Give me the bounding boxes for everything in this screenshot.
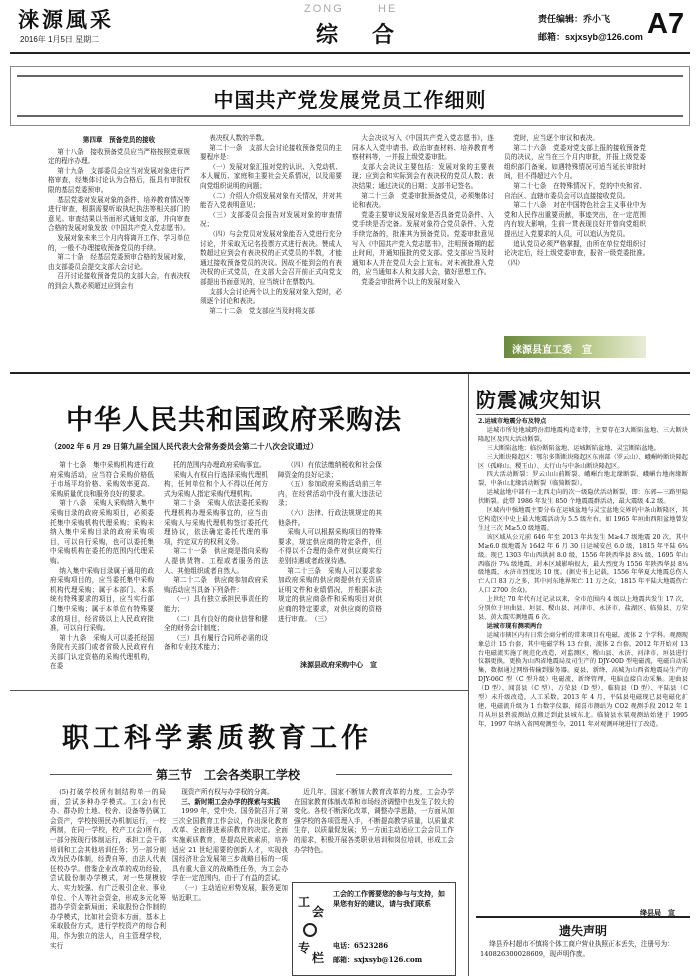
paragraph: 近几年，国家不断加大教育改革的力度，工会办学在国家教育体制改革和市场经济调整中也发生了较大的变化。各校不断深化改革，调整办学思路，一方面从加强学校的各项管理入手，不断提高教学质量，以质量求生存，以质量促发展；另一方面主动适应工会会员工作的需求，积极开展各类职业培训和岗位培训，形成工会办学特色。 xyxy=(294,788,454,854)
article1-column-2 xyxy=(200,134,342,366)
lost-notice-text: 绛县乔村超市不慎将个体工商户营业执照正本丢失，注册号为：140826300028609，现声明作废。 xyxy=(480,940,674,958)
section-divider xyxy=(10,372,690,374)
paragraph: 党时，应当逐个审议和表决。 xyxy=(513,134,599,142)
editor-email: 邮箱：sxjxsyb@126.com xyxy=(538,32,643,42)
paragraph: （一）主动适应形势发展，服务更加贴近职工。 xyxy=(172,883,288,902)
paragraph: 第二十二条 党支部应当及时将支部 xyxy=(209,306,315,315)
page-number: A7 xyxy=(647,8,685,40)
paragraph: 第二十三条 采购人可以要求参加政府采购的供应商提供有关资质证明文件和业绩情况，并根据本法规定的供应商条件和采购项目对供应商的特定要求，对供应商的资格进行审查。 （三） xyxy=(278,566,382,623)
article1-column-3 xyxy=(352,134,494,366)
paragraph: （四）与会党员对发展对象能否入党进行充分讨论，并采取无记名投票方式进行表决。赞成人数超过应到会有表决权的正式党员的半数，才能通过接收预备党员的决议。因故不能到会的有表决权的正式党员，在支部大会召开前正式向党支部提出书面意见的，应当统计在票数内。 xyxy=(200,229,342,286)
subheading: 三、新时期工会办学的探索与实践 xyxy=(181,797,281,806)
paragraph: 支部大会决议主要包括：发展对象的主要表现；应到会和实际到会有表决权的党员人数；表决结果；通过决议的日期；支部书记签名。 xyxy=(352,162,494,190)
article3-source-tag: 绛县局 宣 xyxy=(640,908,675,917)
chapter-heading: 第四章 预备党员的接收 xyxy=(82,136,156,144)
article4-column-2 xyxy=(172,788,288,976)
article1-title-box xyxy=(10,66,690,126)
paragraph: 1999 年，党中央、国务院召开了第三次全国教育工作会议，作出深化教育改革、全面推进素质教育的决定。全面实施素质教育，是提高民族素质，培养适应 21 世纪需要的创新人才，实现我国经济社会发展第三步战略目标的一项具有重大意义的战略性任务，为工会办学在一定范围内，由于了有益的尝试。 xyxy=(172,807,288,883)
paragraph: 现资产所有权与办学权的分离。 xyxy=(181,788,274,796)
lost-notice-title: 遗失声明 xyxy=(558,924,607,938)
paragraph: （一）发展对象汇报对党的认识、入党动机、本人履历、家庭和主要社会关系情况，以及需要向党组织说明的问题； xyxy=(200,162,342,190)
article4-rule-left xyxy=(50,774,152,775)
column-divider xyxy=(468,374,469,976)
paragraph: 第二十三条 党委审批预备党员，必须集体讨论和表决。 xyxy=(352,191,494,210)
article3-title-rule xyxy=(476,414,690,415)
article2-source-tag: 涞源县政府采购中心 宣 xyxy=(300,660,377,669)
section-pinyin-left: ZONG xyxy=(304,3,344,15)
paragraph: 第二十一条 供应商是指向采购人提供货物、工程或者服务的法人、其他组织或者自然人。 xyxy=(164,547,268,575)
paragraph: 第十八条 接收预备党员应当严格按照党章规定的程序办理。 xyxy=(48,147,190,166)
paragraph: 追认党员必须严格掌握，由所在单位党组织讨论决定后，经上级党委审查，报省一级党委批准。 （四） xyxy=(504,239,660,267)
article1-title: 中国共产党发展党员工作细则 xyxy=(213,88,487,112)
date-line: 2016年 1月5日 星期二 xyxy=(20,35,100,44)
paragraph: 运城市所处地域跨汾渭地震构造亚带，主要存在3大断陷盆地、三大断块隆起区及四大活动断裂。 xyxy=(478,426,688,443)
article2-title: 中华人民共和国政府采购法 xyxy=(66,405,402,436)
subheading: 2.运城市地震分布及特点 xyxy=(478,418,547,425)
paragraph: 采购人可以根据采购项目的特殊要求，规定供应商的特定条件，但不得以不合理的条件对供应商实行差别待遇或者歧视待遇。 xyxy=(278,528,382,565)
union-column-box xyxy=(292,882,456,976)
paragraph: 第十九条 支部委员会应当对发展对象进行严格审查，经集体讨论认为合格后，报具有审批权限的基层党委预审。 xyxy=(48,166,190,194)
union-column-email: 邮箱：sxjxsyb@126.com xyxy=(333,955,423,964)
article1-column-1 xyxy=(48,134,190,366)
paragraph: 运城市辖区内有日常会商分析的常来项目有电磁、流体 2 个学科。观测现象总计 15 台套，其中电磁学科 13 台套，流体 2 台套。2012 年开始对 13 台电磁流实施了规范化改造，对监测区，稷山县、永济、河津市、垣县进行仪器更换，更换为山西省地震局及司生产的 DJY-00D 型电磁流，电磁自动采集，数据通过网络传输到服务器。夏县、新绛、高城为山西省地震局生产的 DJY-06C 型（C 型升级）电磁流，新绛管理，电脑直接自动采集。迎曲县（D 型）、闻喜县（C 型）、万荣县（D 型）、临猗县（D 型）、平陆县（C 型）未升级改造，人工采数。2013 年 4 月，平陆县电磁现已县电磁化扩建，电磁流升级为 1 台数字仪器，闻喜市测站为 CO2 观测手段 2012 年 1 月从垣县碧波测站点搬迁到此县城东北。临猗县水氡观测站始建于 1995 年，1997 年纳入省网观测至今，2011 年对观测环境进行了改造。 xyxy=(478,631,688,728)
article2-column-3 xyxy=(278,461,382,655)
paragraph: 第二十二条 供应商参加政府采购活动应当具备下列条件： xyxy=(164,576,268,594)
paragraph: 托的范围内办理政府采购事宜。 xyxy=(173,461,266,469)
paragraph: (5)打破学校所有制结构单一的局面，尝试多种办学模式。工(会)有民办、群办的土地、校舍、设备等仍属工会资产，学校按照民办机制运行，一校两制，在同一学校，校产工(会)所有，一部分按现行体制运行，承担工会干部培训和工会其他培训任务；另一部分则改为民办体制，经费自筹，由法人代表任校办学。借鉴企业改革的成功经验，尝试股份制办学模式，对一些规模较大、实力较强、有广泛吸引企业、事业单位、个人等社会资金，形成多元化筹措办学资金新局面；采取股份合作制的办学模式，比如社会资本方面，基本上采取股份方式，进行学校资产的综合利用，作为独立的法人，自主管理学校，实行 xyxy=(50,788,166,950)
subheading: 运城市现有测项两台 xyxy=(486,622,543,630)
paragraph: （三）具有履行合同所必需的设备和专业技术能力； xyxy=(164,633,268,652)
paragraph: （六）法律、行政法规规定的其他条件。 xyxy=(278,508,382,527)
union-column-title xyxy=(297,893,327,969)
title-char: 栏 xyxy=(312,951,325,965)
paragraph: （一）具有独立承担民事责任的能力； xyxy=(164,595,268,613)
section-pinyin-right: HE xyxy=(378,3,398,15)
paragraph: （二）介绍人介绍发展对象有关情况，并对其能否入党表明意见； xyxy=(200,191,342,210)
paragraph: 第二十一条 支部大会讨论接收预备党员的主要程序是： xyxy=(200,143,342,162)
paragraph: 三大断陷盆地：临汾断陷盆地、运城断陷盆地、灵宝断陷盆地。 xyxy=(486,444,660,452)
union-logo-icon xyxy=(303,923,317,937)
editor: 责任编辑：乔小飞 xyxy=(538,14,611,24)
paragraph: 纳入集中采购目录属于通用的政府采购项目的，应当委托集中采购机构代理采购；属于本部门、本系统有特殊要求的项目，应当实行部门集中采购；属于本单位有特殊要求的项目，经省级以上人民政府批准，可以自行采购。 xyxy=(50,566,154,633)
article4-column-1 xyxy=(50,788,166,976)
section-title-left: 综 xyxy=(316,22,339,48)
paragraph: 支部大会讨论两个以上的发展对象入党时，必须逐个讨论和表决。 xyxy=(200,287,342,306)
paper-name: 涞源風采 xyxy=(18,7,114,32)
paragraph: 第二十七条 在特殊情况下，党的中央和省、自治区、直辖市委员会可以直接接收党员。 xyxy=(504,181,646,200)
lost-notice-box xyxy=(476,916,690,978)
paragraph: （四）有依法缴纳税收和社会保障资金的良好记录； xyxy=(278,461,382,479)
paragraph: 大会决议写入《中国共产党入党志愿书》，连同本人入党申请书、政治审查材料、培养教育考察材料等，一并报上级党委审批。 xyxy=(352,134,494,162)
paragraph: 三大断块隆起区：鄂尔多斯断块隆起区东南部（罗云山）、峨嵋岭断块隆起区（孤峰山、稷王山）、太行山与中条山断块隆起区。 xyxy=(478,453,688,470)
source-tag-text: 涞源县直工委 宣 xyxy=(512,345,592,356)
paragraph: 表决权人数的半数。 xyxy=(209,134,269,142)
paragraph: 采购人有权自行选择采购代理机构，任何单位和个人不得以任何方式为采购人指定采购代理机构。 xyxy=(164,470,268,498)
paragraph: 第二十条 经基层党委预审合格的发展对象，由支部委员会提交支部大会讨论。 xyxy=(48,253,190,271)
title-char: 工 xyxy=(298,895,311,909)
paragraph: 第十七条 集中采购机构进行政府采购活动，应当符合采购价格低于市场平均价格、采购效率更高、采购质量优良和服务良好的要求。 xyxy=(50,461,154,498)
article4-title: 职工科学素质教育工作 xyxy=(62,723,372,754)
paragraph: 上世纪 70 年代有过记录以来，全市范围内 4 级以上地震共发生 17 次，分别位于垣曲县、垣县、稷山县、河津市、永济市、盐湖区、临猗县、万荣县、黄大震实测地震 6 次。 xyxy=(478,596,688,621)
paragraph: 召开讨论接收预备党员的支部大会，有表决权的到会人数必须超过应到会有 xyxy=(48,272,190,290)
article2-subtitle: （2002 年 6 月 29 日第九届全国人民代表大会常务委员会第二十八次会议通过） xyxy=(50,442,318,451)
paragraph: 运城盆地中部有一北西走向的次一级隐伏活动断裂，即：东郭—三路里隐伏断裂。此带 1986 年发生 850 个地震震群活动，最大震级 4.2 级。 xyxy=(478,489,688,506)
masthead xyxy=(10,0,690,52)
paragraph: 第二十条 采购人依法委托采购代理机构办理采购事宜的，应当由采购人与采购代理机构签订委托代理协议，依法确定委托代理的事项，约定双方的权利义务。 xyxy=(164,499,268,546)
paragraph: 发展对象未来三个月内将离开工作、学习单位的，一般不办理接收预备党员的手续。 xyxy=(48,233,190,252)
article4-rule-right xyxy=(336,774,452,775)
paragraph: （五）参加政府采购活动前三年内，在经营活动中没有重大违法记录； xyxy=(278,480,382,508)
article4-column-3 xyxy=(294,788,454,880)
section-title-right: 合 xyxy=(372,22,395,48)
paragraph: 第二十八条 对在中国特色社会主义事业中为党和人民作出重要贡献，事迹突出，在一定范围内有较大影响，生前一贯表现良好并曾向党组织提出过入党要求的人员，可以追认为党员。 xyxy=(504,201,646,238)
article2-column-2 xyxy=(164,461,268,685)
article1-source-tag xyxy=(504,336,646,358)
header-rule xyxy=(10,52,690,54)
paragraph: 基层党委对发展对象的条件、培养教育情况等进行审查，根据需要听取执纪执法等相关部门的意见。审查结果以书面形式通知支部，并向审查合格的发展对象发放《中国共产党入党志愿书》。 xyxy=(48,195,190,233)
article2-column-1 xyxy=(50,461,154,685)
paragraph: （二）具有良好的商业信誉和健全的财务会计制度； xyxy=(164,614,268,633)
paragraph: 区域内中强地震主要分布在运城盆地与灵宝盆地交界的中条山断隆区，其它构造区中史上最大地震活动为 5.5 级左右。如 1965 年垣曲西阳盆地曾发生过三次 M≥5.0 级地震。 xyxy=(478,507,688,532)
section-divider xyxy=(10,690,468,691)
title-char: 专 xyxy=(298,941,311,955)
paragraph: 党委会审批两个以上的发展对象入 xyxy=(361,277,461,286)
paragraph: 第十八条 采购人采购纳入集中采购目录的政府采购项目，必须委托集中采购机构代理采购；采购未纳入集中采购目录的政府采购项目，可以自行采购，也可以委托集中采购机构在委托的范围内代理采购。 xyxy=(50,499,154,565)
paragraph: （三）支部委员会报告对发展对象的审查情况； xyxy=(200,210,342,229)
title-char: 会 xyxy=(312,905,325,919)
union-column-text: 工会的工作需要您的参与与支持，如果您有好的建议，请与我们联系 xyxy=(333,889,445,908)
union-column-phone: 电话：6523286 xyxy=(333,941,389,950)
paragraph: 第十九条 采购人可以委托经国务院有关部门或者省级人民政府有关部门认定资格的采购代理机构，在委 xyxy=(50,633,154,671)
article4-section: 第三节 工会各类职工学校 xyxy=(156,768,301,782)
article1-column-4 xyxy=(504,134,660,332)
article3-title: 防震减灾知识 xyxy=(476,388,602,412)
paragraph: 四大活动断裂：罗云山山前断裂、峨嵋台地北缘断裂、峨嵋台地南缘断裂、中条山北缘活动断裂（临猗断裂）。 xyxy=(478,471,688,488)
article3-column xyxy=(478,418,688,908)
paragraph: 该区域从公元前 646 年至 2013 年共发生 M≥4.7 级地震 20 次，其中 M≥6.0 级地震为 1642 年 6 月 30 日运城安邑 6.0 级，1815 年平陆 6¾ 级。现已 1303 年山西洪洞 8.0 级，1556 年陕西华县 8¼ 级、1695 年山西临汾 7¾ 级地震，对本区域影响很大，最大烈度为 1556 年陕西华县 8¼ 级地震，永济市烈度达 10 度。(据史书上记载，1556 年华夏大地震总伤人亡人口 83 万之多，其中河东地界死亡 11 万之众，1815 年平陆大地震伤亡人口 2700 余众)。 xyxy=(478,533,688,595)
paragraph: 第二十六条 党委对党支部上报的接收预备党员的决议，应当在三个月内审批，并报上级党委组织部门备案。如遇特殊情况可适当延长审批时间，但不得超过六个月。 xyxy=(504,143,646,181)
paragraph: 党委主要审议发展对象是否具备党员条件、入党手续是否完备。发展对象符合党员条件、入党手续完备的，批准其为预备党员。党委审批意见写入《中国共产党入党志愿书》，注明预备期的起止时间，并通知报批的党支部。党支部应当及时通知本人并在党员大会上宣布。对未被批准入党的，应当通知本人和支部大会，做好思想工作。 xyxy=(352,210,494,277)
